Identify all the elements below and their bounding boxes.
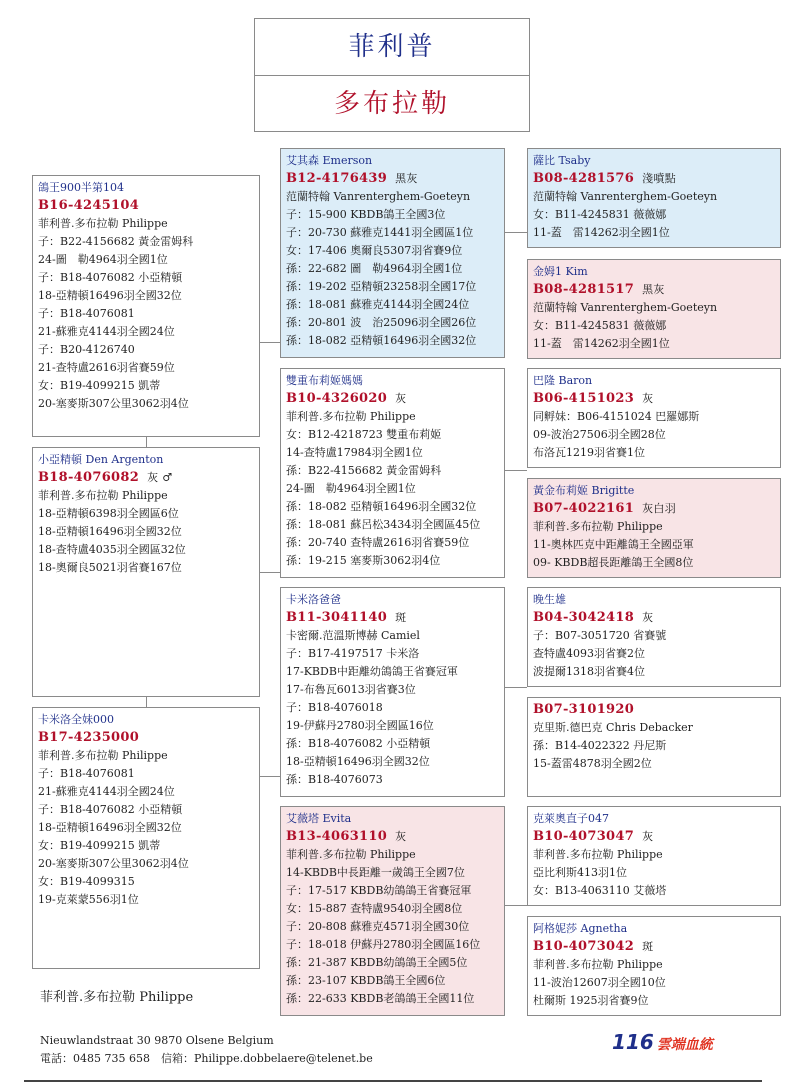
pedigree-line: 子：B18-4076082 小亞精頓 [38,803,183,816]
pedigree-line: 孫：18-081 蘇呂松3434羽全國區45位 [286,518,481,531]
pedigree-line: 孫：20-801 波 治25096羽全國26位 [286,316,477,329]
pedigree-line: 子：17-517 KBDB幼鴿鴿王省賽冠軍 [286,884,472,897]
pedigree-ggp-7 [527,806,781,906]
pedigree-line: 24-圖 勒4964羽全國1位 [286,482,416,495]
pigeon-name: 薩比 Tsaby [533,154,591,167]
pedigree-ggp-1 [527,148,781,248]
pedigree-main [32,175,260,437]
pedigree-line: 子：B17-4197517 卡米洛 [286,647,420,660]
pedigree-line: 子：B18-4076082 小亞精頓 [38,271,183,284]
pigeon-color: 黑灰 [395,172,418,185]
pedigree-line: 菲利普.多布拉勒 Philippe [38,217,168,230]
pedigree-line: 24-圖 勒4964羽全國1位 [38,253,168,266]
footer-contact: 電話：0485 735 658 信箱：Philippe.dobbelaere@telenet.be [40,1052,373,1065]
footer-address: Nieuwlandstraat 30 9870 Olsene Belgium [40,1034,274,1047]
pedigree-line: 卡密爾.范溫斯博赫 Camiel [286,629,420,642]
pigeon-name: 雙重布莉姬媽媽 [286,374,363,387]
pedigree-line: 子：15-900 KBDB鴿王全國3位 [286,208,446,221]
pigeon-color: 灰 [642,611,654,624]
pedigree-line: 菲利普.多布拉勒 Philippe [533,520,663,533]
pedigree-line: 菲利普.多布拉勒 Philippe [286,410,416,423]
pedigree-line: 孫：18-082 亞精頓16496羽全國32位 [286,500,477,513]
pedigree-line: 14-KBDB中長距離一歲鴿王全國7位 [286,866,465,879]
brand-logo [612,1030,713,1054]
connector [505,232,527,233]
pedigree-line: 子：B18-4076081 [38,307,135,320]
pedigree-ggp-8 [527,916,781,1016]
pigeon-name: 阿格妮莎 Agnetha [533,922,628,935]
pedigree-father [32,447,260,697]
pedigree-line: 布洛瓦1219羽省賽1位 [533,446,645,459]
ring-number: B08-4281517 黑灰 [533,282,665,297]
pigeon-color: 黑灰 [642,283,665,296]
pedigree-line: 子：B18-4076081 [38,767,135,780]
pedigree-line: 孫：20-740 查特盧2616羽省賽59位 [286,536,470,549]
pedigree-line: 菲利普.多布拉勒 Philippe [533,848,663,861]
pigeon-color: 灰 [395,830,407,843]
pedigree-line: 孫：B22-4156682 黃金雷姆科 [286,464,442,477]
logo-text: 雲端血統 [656,1037,713,1053]
pedigree-line: 18-亞精頓16496羽全國32位 [38,525,182,538]
pedigree-line: 范蘭特翰 Vanrenterghem-Goeteyn [286,190,471,203]
pigeon-name: 小亞精頓 Den Argenton [38,453,164,466]
pedigree-line: 孫：22-682 圖 勒4964羽全國1位 [286,262,463,275]
pedigree-line: 11-蓋 雷14262羽全國1位 [533,226,670,239]
connector [146,697,147,707]
pedigree-line: 17-布魯瓦6013羽省賽3位 [286,683,416,696]
ring-number: B04-3042418 灰 [533,610,654,625]
pigeon-color: 淺噴點 [642,172,676,185]
ring-number: B10-4073042 斑 [533,939,654,954]
ring-number: B10-4326020 灰 [286,391,407,406]
pedigree-grandsire-paternal [280,148,505,358]
pedigree-line: 孫：B14-4022322 丹尼斯 [533,739,667,752]
ring-number: B16-4245104 [38,198,140,213]
pigeon-color: 灰 ♂ [147,471,173,484]
pigeon-name: 卡米洛爸爸 [286,593,341,606]
ring-number: B18-4076082 灰 ♂ [38,470,173,485]
pedigree-line: 女：B19-4099215 凱蒂 [38,379,161,392]
pigeon-name: 克萊奧直子047 [533,812,609,825]
pedigree-line: 18-奧爾良5021羽省賽167位 [38,561,182,574]
bottom-divider [24,1080,762,1082]
pedigree-ggp-4 [527,478,781,578]
pigeon-name: 艾其森 Emerson [286,154,373,167]
pedigree-line: 20-塞麥斯307公里3062羽4位 [38,397,189,410]
connector [505,687,527,688]
ring-number: B11-3041140 斑 [286,610,407,625]
breeder-name-line1: 菲利普 [255,19,529,76]
ring-number: B07-4022161 灰白羽 [533,501,676,516]
pedigree-line: 孫：B18-4076073 [286,773,383,786]
pedigree-line: 孫：23-107 KBDB鴿王全國6位 [286,974,446,987]
pedigree-granddam-maternal [280,806,505,1016]
ring-number: B07-3101920 [533,702,635,717]
pedigree-line: 杜爾斯 1925羽省賽9位 [533,994,649,1007]
pedigree-line: 子：B22-4156682 黃金雷姆科 [38,235,194,248]
breeder-name-line2: 多布拉勒 [333,89,450,119]
pedigree-line: 子：18-018 伊蘇丹2780羽全國區16位 [286,938,481,951]
pigeon-color: 斑 [642,940,654,953]
pedigree-line: 15-蓋雷4878羽全國2位 [533,757,652,770]
pedigree-line: 范蘭特翰 Vanrenterghem-Goeteyn [533,190,718,203]
footer-address-block [40,1032,373,1068]
pedigree-line: 子：B20-4126740 [38,343,135,356]
pigeon-name: 卡米洛全妹000 [38,713,114,726]
ring-number: B08-4281576 淺噴點 [533,171,676,186]
connector [505,905,527,906]
pedigree-line: 孫：19-202 亞精頓23258羽全國17位 [286,280,477,293]
pedigree-line: 11-波治12607羽全國10位 [533,976,666,989]
pedigree-line: 子：B18-4076018 [286,701,383,714]
pedigree-line: 18-亞精頓6398羽全國區6位 [38,507,179,520]
pedigree-line: 女：B19-4099315 [38,875,135,888]
pigeon-name: 金姆1 Kim [533,265,588,278]
pedigree-line: 09- KBDB超長距離鴿王全國8位 [533,556,694,569]
pedigree-line: 克里斯.德巴克 Chris Debacker [533,721,693,734]
pedigree-line: 14-查特盧17984羽全國1位 [286,446,423,459]
pedigree-line: 孫：19-215 塞麥斯3062羽4位 [286,554,441,567]
pedigree-line: 21-蘇雅克4144羽全國24位 [38,785,175,798]
pedigree-ggp-6 [527,697,781,797]
pedigree-line: 18-亞精頓16496羽全國32位 [286,755,430,768]
connector [259,776,280,777]
pigeon-name: 艾薇塔 Evita [286,812,352,825]
pedigree-line: 18-亞精頓16496羽全國32位 [38,289,182,302]
pedigree-line: 孫：22-633 KBDB老鴿鴿王全國11位 [286,992,475,1005]
pedigree-line: 子：20-730 蘇雅克1441羽全國區1位 [286,226,474,239]
connector [505,470,527,471]
pedigree-line: 菲利普.多布拉勒 Philippe [38,489,168,502]
pedigree-line: 孫：18-081 蘇雅克4144羽全國24位 [286,298,470,311]
pedigree-line: 菲利普.多布拉勒 Philippe [38,749,168,762]
pedigree-line: 20-塞麥斯307公里3062羽4位 [38,857,189,870]
pedigree-line: 女：B11-4245831 薇薇娜 [533,208,667,221]
pedigree-line: 范蘭特翰 Vanrenterghem-Goeteyn [533,301,718,314]
pedigree-line: 女：B19-4099215 凱蒂 [38,839,161,852]
pedigree-line: 波提爾1318羽省賽4位 [533,665,645,678]
pedigree-line: 亞比利斯413羽1位 [533,866,627,879]
pedigree-line: 19-克萊蒙556羽1位 [38,893,139,906]
pigeon-color: 灰 [395,392,407,405]
title-box [254,18,530,132]
logo-number: 116 [612,1030,654,1054]
pedigree-ggp-3 [527,368,781,468]
ring-number: B06-4151023 灰 [533,391,654,406]
pedigree-line: 女：17-406 奧爾良5307羽省賽9位 [286,244,463,257]
pedigree-line: 女：B11-4245831 薇薇娜 [533,319,667,332]
pedigree-line: 18-亞精頓16496羽全國32位 [38,821,182,834]
pedigree-line: 11-奧林匹克中距離鴿王全國亞軍 [533,538,694,551]
connector [259,342,280,343]
pedigree-line: 19-伊蘇丹2780羽全國區16位 [286,719,434,732]
pedigree-mother [32,707,260,969]
pedigree-line: 孫：B18-4076082 小亞精頓 [286,737,431,750]
footer-breeder-name: 菲利普.多布拉勒 Philippe [40,990,194,1005]
pigeon-name: 晚生雄 [533,593,566,606]
pigeon-color: 灰 [642,830,654,843]
pigeon-color: 灰 [642,392,654,405]
pedigree-ggp-5 [527,587,781,687]
pedigree-line: 查特盧4093羽省賽2位 [533,647,645,660]
pedigree-ggp-2 [527,259,781,359]
pedigree-line: 女：15-887 查特盧9540羽全國8位 [286,902,463,915]
pedigree-line: 菲利普.多布拉勒 Philippe [533,958,663,971]
pedigree-grandsire-maternal [280,587,505,797]
ring-number: B10-4073047 灰 [533,829,654,844]
pedigree-line: 17-KBDB中距離幼鴿鴿王省賽冠軍 [286,665,458,678]
pedigree-line: 21-蘇雅克4144羽全國24位 [38,325,175,338]
pedigree-line: 09-波治27506羽全國28位 [533,428,666,441]
pedigree-line: 子：B07-3051720 省賽號 [533,629,667,642]
ring-number: B12-4176439 黑灰 [286,171,418,186]
connector [146,437,147,447]
pedigree-granddam-paternal [280,368,505,578]
pigeon-name: 鴿王900半第104 [38,181,124,194]
ring-number: B17-4235000 [38,730,140,745]
pedigree-line: 菲利普.多布拉勒 Philippe [286,848,416,861]
connector [259,572,280,573]
pigeon-name: 黃金布莉姬 Brigitte [533,484,635,497]
ring-number: B13-4063110 灰 [286,829,407,844]
pedigree-line: 子：20-808 蘇雅克4571羽全國30位 [286,920,470,933]
pedigree-line: 18-查特盧4035羽全國區32位 [38,543,186,556]
pedigree-line: 11-蓋 雷14262羽全國1位 [533,337,670,350]
pedigree-line: 21-查特盧2616羽省賽59位 [38,361,175,374]
pedigree-line: 女：B12-4218723 雙重布莉姬 [286,428,442,441]
pigeon-name: 巴隆 Baron [533,374,593,387]
pedigree-line: 孫：21-387 KBDB幼鴿鴿王全國5位 [286,956,468,969]
pigeon-color: 斑 [395,611,407,624]
pedigree-line: 同孵妹：B06-4151024 巴羅娜斯 [533,410,700,423]
pedigree-line: 孫：18-082 亞精頓16496羽全國32位 [286,334,477,347]
pigeon-color: 灰白羽 [642,502,676,515]
pedigree-line: 女：B13-4063110 艾薇塔 [533,884,667,897]
